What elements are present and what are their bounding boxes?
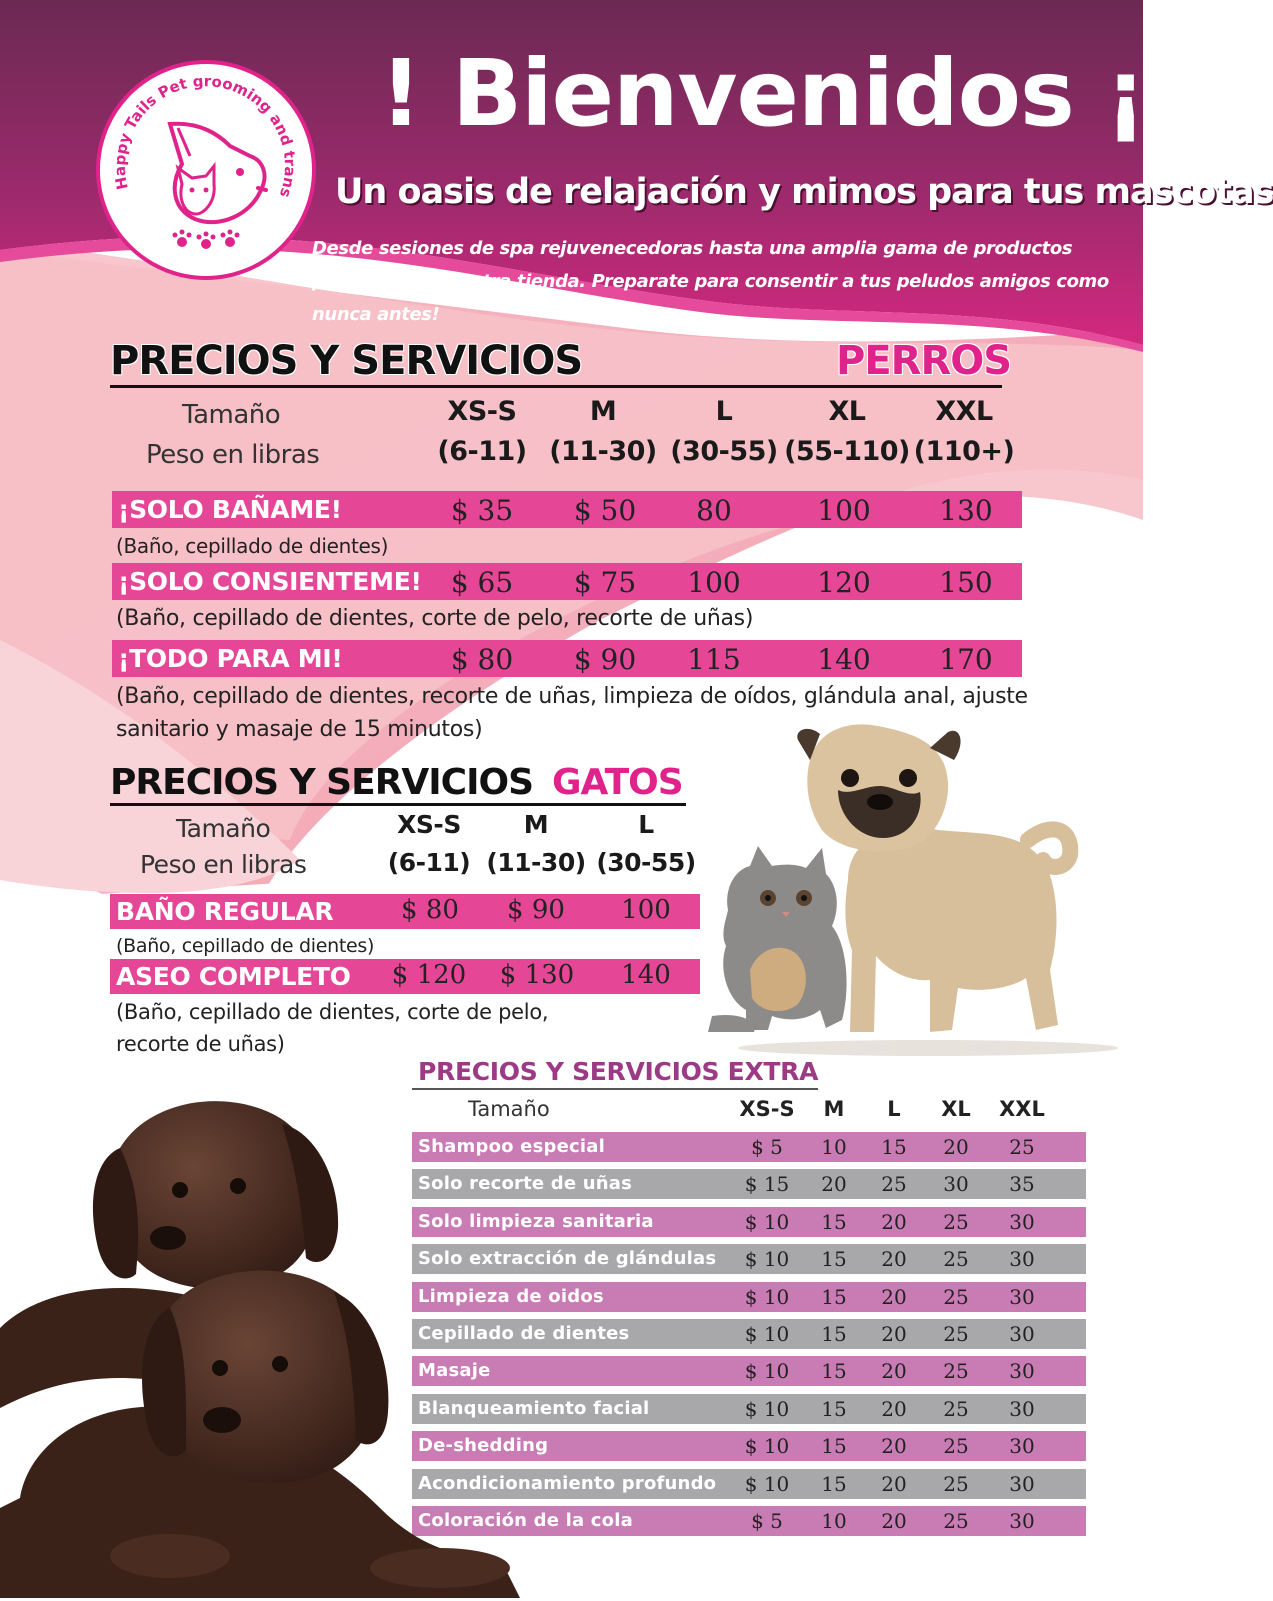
dog-size-l [668, 392, 780, 472]
extra-service-price: 30 [1009, 1471, 1035, 1496]
cat-species-label: GATOS [552, 762, 683, 803]
extra-service-price: $ 5 [751, 1509, 783, 1533]
extra-service-name: De-shedding [418, 1435, 549, 1457]
cat-size-l [596, 806, 696, 882]
cat-size-l-weight: (30-55) [596, 848, 696, 877]
extra-service-name: Coloración de la cola [418, 1510, 633, 1531]
company-logo [96, 60, 316, 280]
dog-service-all-price-xxl: 170 [939, 643, 993, 676]
extra-service-price: 15 [821, 1396, 847, 1421]
dog-cat-logo-icon [100, 64, 312, 276]
extra-service-name: Shampoo especial [418, 1136, 605, 1157]
cat-service-regular-price-m: $ 90 [507, 895, 565, 925]
extra-service-price: 20 [881, 1209, 907, 1234]
extra-service-price: 30 [1009, 1359, 1035, 1384]
extra-service-price: 15 [821, 1322, 847, 1346]
extra-service-name: Solo limpieza sanitaria [418, 1210, 654, 1232]
cat-size-xs-s [382, 806, 476, 882]
cat-section-title: PRECIOS Y SERVICIOS [110, 762, 534, 803]
cat-size-xs-s-label: XS-S [397, 810, 461, 839]
extra-service-price: 25 [943, 1209, 969, 1234]
extra-service-price: $ 10 [744, 1434, 790, 1459]
extra-service-price: 25 [943, 1359, 969, 1384]
dog-service-pamper-price-xxl: 150 [939, 566, 993, 599]
dog-service-bathe-price-m: $ 50 [573, 494, 637, 527]
dog-service-bathe-price-l: 80 [696, 494, 732, 527]
extra-service-name: Cepillado de dientes [418, 1323, 630, 1344]
extra-service-price: $ 5 [751, 1135, 783, 1159]
extra-service-price: 25 [943, 1434, 969, 1459]
dog-service-bathe-name: ¡SOLO BAÑAME! [118, 495, 342, 524]
cat-size-xs-s-weight: (6-11) [387, 848, 471, 877]
labrador-puppies-photo [0, 1078, 560, 1598]
cat-size-l-label: L [638, 810, 654, 839]
dog-service-pamper-price-xl: 120 [817, 566, 871, 599]
extra-service-price: 35 [1009, 1172, 1035, 1197]
extra-service-price: 20 [881, 1247, 907, 1272]
extra-service-price: 15 [821, 1209, 847, 1234]
cat-service-regular-price-xs-s: $ 80 [401, 895, 459, 925]
extra-size-xs-s: XS-S [739, 1097, 795, 1121]
dog-size-xl-label: XL [828, 396, 866, 427]
extra-service-price: 15 [821, 1359, 847, 1384]
extra-service-price: $ 10 [744, 1284, 790, 1309]
extra-service-price: 30 [1009, 1247, 1035, 1272]
dog-service-all-price-xs-s: $ 80 [450, 643, 514, 676]
dog-size-m-weight: (11-30) [549, 436, 657, 467]
dog-size-l-weight: (30-55) [670, 436, 778, 467]
extra-service-price: $ 10 [744, 1471, 790, 1496]
extra-service-price: 20 [881, 1471, 907, 1496]
dog-service-pamper-name: ¡SOLO CONSIENTEME! [118, 567, 422, 596]
dog-service-all-name: ¡TODO PARA MI! [118, 644, 343, 673]
pug-puppy-photo [698, 720, 1118, 1060]
dog-size-xs-s-label: XS-S [447, 396, 517, 427]
extra-service-price: 25 [943, 1471, 969, 1496]
intro-text: Desde sesiones de spa rejuvenecedoras hasta una amplia gama de productos premium en nuestra tienda. Preparate para consentir a tus peludos amigos como nunca antes! [312, 238, 1109, 325]
cat-size-m-label: M [523, 810, 549, 839]
extra-service-name: Masaje [418, 1360, 491, 1382]
extra-service-price: 25 [943, 1396, 969, 1421]
extra-service-price: 15 [821, 1247, 847, 1272]
extra-service-price: 20 [881, 1434, 907, 1459]
extra-service-price: 10 [821, 1509, 847, 1533]
welcome-title: ! Bienvenidos ¡ [380, 40, 1146, 147]
dog-size-xl-weight: (55-110) [784, 436, 910, 467]
extra-service-price: 20 [881, 1509, 907, 1533]
extra-service-price: $ 10 [744, 1396, 790, 1421]
cat-service-full-price-xs-s: $ 120 [391, 960, 467, 990]
extra-service-price: $ 10 [744, 1322, 790, 1346]
extra-service-price: $ 15 [744, 1172, 790, 1197]
dog-size-label: Tamaño [182, 400, 281, 430]
extra-size-l: L [887, 1097, 901, 1121]
dog-service-all-desc: (Baño, cepillado de dientes, recorte de uñas, limpieza de oídos, glándula anal, ajuste sanitario y masaje de 15 minutos) [116, 684, 1028, 742]
extra-service-price: 30 [1009, 1284, 1035, 1309]
dog-size-xs-s [432, 392, 532, 472]
extra-service-price: $ 10 [744, 1247, 790, 1272]
dog-title-underline [110, 385, 1002, 388]
tagline: Un oasis de relajación y mimos para tus mascotas [335, 172, 1273, 212]
cat-service-full-name: ASEO COMPLETO [116, 962, 351, 991]
extra-service-price: 30 [1009, 1209, 1035, 1234]
cat-service-full-desc: (Baño, cepillado de dientes, corte de pelo, recorte de uñas) [116, 1000, 549, 1056]
extra-service-name: Solo recorte de uñas [418, 1173, 633, 1195]
dog-size-xxl-weight: (110+) [913, 436, 1015, 467]
extra-service-price: 25 [1009, 1135, 1035, 1159]
dog-service-bathe-price-xxl: 130 [939, 494, 993, 527]
extra-size-label: Tamaño [468, 1097, 550, 1121]
extra-service-price: 20 [881, 1396, 907, 1421]
cat-size-m [486, 806, 586, 882]
extra-service-price: 15 [821, 1284, 847, 1309]
dog-service-all-price-m: $ 90 [573, 643, 637, 676]
extra-service-price: 20 [943, 1135, 969, 1159]
extra-service-price: 15 [821, 1434, 847, 1459]
extra-service-price: 20 [881, 1284, 907, 1309]
extra-service-name: Limpieza de oidos [418, 1285, 604, 1307]
dog-size-xs-s-weight: (6-11) [437, 436, 527, 467]
dog-species-label: PERROS [836, 338, 1012, 384]
extra-service-price: 30 [943, 1172, 969, 1197]
dog-service-all-price-l: 115 [687, 643, 741, 676]
extra-service-price: $ 10 [744, 1359, 790, 1384]
dog-service-pamper-price-xs-s: $ 65 [450, 566, 514, 599]
dog-size-xxl [912, 392, 1016, 472]
cat-service-regular-name: BAÑO REGULAR [116, 897, 334, 926]
dog-section-title: PRECIOS Y SERVICIOS [110, 338, 583, 384]
extra-size-m: M [823, 1097, 845, 1121]
dog-size-m-label: M [589, 396, 617, 427]
cat-size-m-weight: (11-30) [486, 848, 586, 877]
extra-service-price: 25 [943, 1284, 969, 1309]
extra-section-title: PRECIOS Y SERVICIOS EXTRA [418, 1057, 819, 1086]
dog-size-xl [784, 392, 910, 472]
extra-service-name: Blanqueamiento facial [418, 1397, 650, 1419]
extra-service-price: 15 [821, 1471, 847, 1496]
dog-service-pamper-desc: (Baño, cepillado de dientes, corte de pelo, recorte de uñas) [116, 606, 754, 631]
cat-service-regular-desc: (Baño, cepillado de dientes) [116, 935, 375, 957]
extra-service-price: 10 [821, 1135, 847, 1159]
cat-service-full-price-l: 140 [621, 960, 671, 990]
extra-service-price: 30 [1009, 1509, 1035, 1533]
cat-service-regular-price-l: 100 [621, 895, 671, 925]
dog-service-all-price-xl: 140 [817, 643, 871, 676]
dog-service-pamper-price-m: $ 75 [573, 566, 637, 599]
extra-service-price: 25 [943, 1322, 969, 1346]
cat-size-label: Tamaño [176, 814, 271, 843]
dog-weight-label: Peso en libras [146, 440, 320, 470]
dog-service-bathe-price-xl: 100 [817, 494, 871, 527]
logo-ring-text: Happy Tails Pet grooming and trans [110, 72, 300, 200]
extra-service-price: 15 [881, 1135, 907, 1159]
dog-service-pamper-price-l: 100 [687, 566, 741, 599]
cat-weight-label: Peso en libras [140, 850, 307, 879]
dog-size-xxl-label: XXL [935, 396, 993, 427]
extra-service-price: 25 [943, 1247, 969, 1272]
extra-service-name: Solo extracción de glándulas [418, 1248, 717, 1270]
extra-service-price: $ 10 [744, 1209, 790, 1234]
cat-service-full-price-m: $ 130 [499, 960, 575, 990]
extra-service-price: 20 [881, 1359, 907, 1384]
extra-service-price: 30 [1009, 1434, 1035, 1459]
extra-service-price: 25 [943, 1509, 969, 1533]
extra-service-price: 30 [1009, 1396, 1035, 1421]
extra-service-price: 20 [881, 1322, 907, 1346]
extra-size-xxl: XXL [999, 1097, 1045, 1121]
extra-service-price: 25 [881, 1172, 907, 1197]
extra-service-name: Acondicionamiento profundo [418, 1472, 717, 1494]
dog-size-l-label: L [715, 396, 733, 427]
extra-service-price: 30 [1009, 1322, 1035, 1346]
dog-service-bathe-price-xs-s: $ 35 [450, 494, 514, 527]
dog-size-m [548, 392, 658, 472]
extra-size-xl: XL [941, 1097, 971, 1121]
dog-service-bathe-desc: (Baño, cepillado de dientes) [116, 534, 389, 558]
extra-service-price: 20 [821, 1172, 847, 1197]
